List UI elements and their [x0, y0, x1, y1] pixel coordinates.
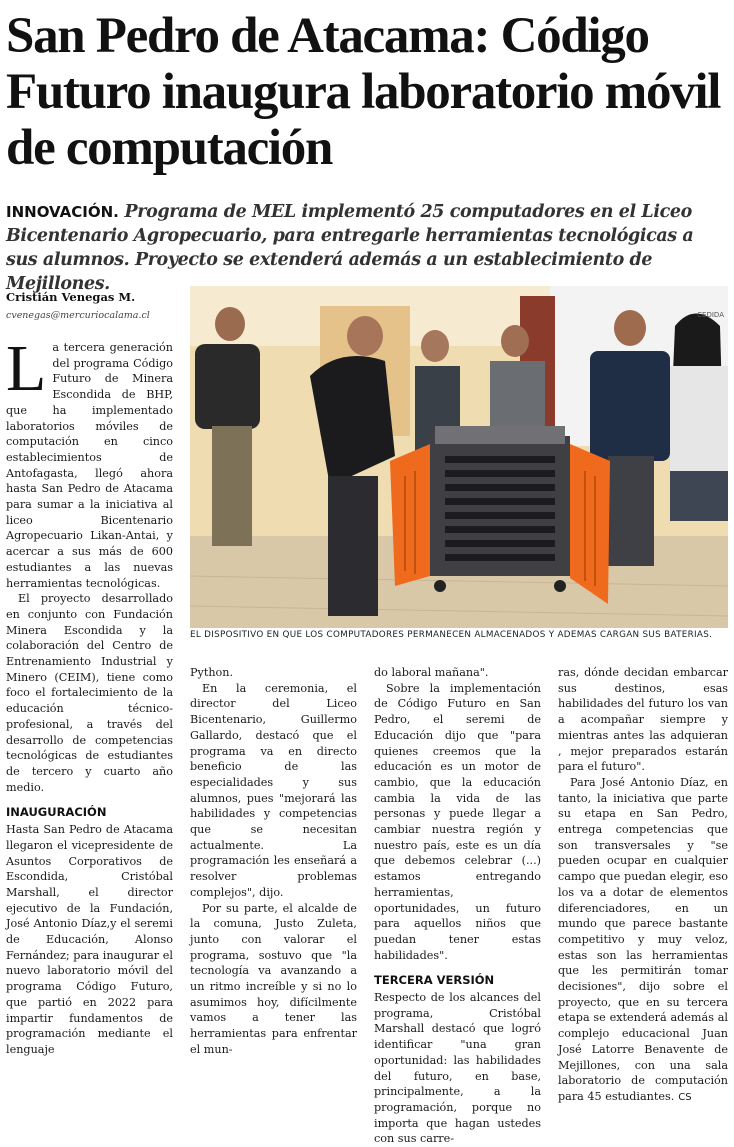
- paragraph-text: a tercera generación del programa Código Futuro de Minera Escondida de BHP, que ha implementado laboratorios móviles de computación en cinco establecimientos de Antofagasta, llegó ahora hasta San Pedro de Atacama para sumar a la iniciativa al liceo Bicentenario Agropecuario Likan-Antai, y acercar a sus más de 600 estudiantes a las nuevas herramientas tecnológicas.: [6, 341, 173, 590]
- paragraph: Python.: [190, 666, 234, 679]
- paragraph: Respecto de los alcances del programa, Cristóbal Marshall destacó que logró identificar "una gran oportunidad: las habilidades del futuro, en base, principalmente, a la programación, porque no importa que hagan ustedes con sus carre-: [374, 991, 541, 1146]
- paragraph: [558, 775, 728, 1106]
- byline: [6, 290, 186, 321]
- column-2: [190, 665, 357, 1058]
- end-mark-icon: CS: [678, 1091, 692, 1103]
- paragraph: ras, dónde decidan embarcar sus destinos, esas habilidades del futuro los van a acompañar siempre y mientras antes las adquieran , mejor preparados estarán para el futuro".: [558, 666, 728, 774]
- section-heading-inauguracion: INAUGURACIÓN: [6, 805, 107, 820]
- photo-credit: CEDIDA: [697, 311, 724, 319]
- column-3: [374, 665, 541, 1147]
- paragraph: El proyecto desarrollado en conjunto con Fundación Minera Escondida y la colaboración del Centro de Entrenamiento Industrial y Minero (CEIM), tiene como foco el fortalecimiento de la educación técnico-profesional, a través del desarrollo de competencias tecnológicas de estudiantes de tercero y cuarto año medio.: [6, 592, 173, 794]
- paragraph: Hasta San Pedro de Atacama llegaron el vicepresidente de Asuntos Corporativos de Escondida, Cristóbal Marshall, el director ejecutivo de la Fundación, José Antonio Díaz,y el seremi de Educación, Alonso Fernández; para inaugurar el nuevo laboratorio móvil del programa Código Futuro, que partió en 2022 para impartir fundamentos de programación mediante el lenguaje: [6, 823, 173, 1056]
- paragraph: En la ceremonia, el director del Liceo Bicentenario, Guillermo Gallardo, destacó que el programa va en directo beneficio de las especialidades y sus alumnos, pues "mejorará las habilidades y competencias que se necesitan actualmente. La programación les enseñará a resolver problemas complejos", dijo.: [190, 681, 357, 899]
- section-heading-tercera-version: TERCERA VERSIÓN: [374, 973, 495, 988]
- article-photo: [190, 286, 728, 628]
- headline: San Pedro de Atacama: Código Futuro inaugura laboratorio móvil de computación: [6, 8, 721, 176]
- column-4: [558, 665, 728, 1106]
- kicker: INNOVACIÓN.: [6, 203, 119, 221]
- photo-illustration: [190, 286, 728, 628]
- paragraph: do laboral mañana".: [374, 666, 489, 679]
- paragraph: Por su parte, el alcalde de la comuna, Justo Zuleta, junto con valorar el programa, sostuvo que "la tecnología va avanzando a un ritmo increíble y si no lo asumimos hoy, difícilmente vamos a tener las herramientas para enfrentar el mun-: [190, 901, 357, 1056]
- paragraph: Sobre la implementación de Código Futuro en San Pedro, el seremi de Educación dijo que "para quienes creemos que la educación es un motor de cambio, que la educación cambia la vida de las personas y puede llegar a cambiar nuestra región y nuestro país, este es un día que debemos celebrar (...) estamos entregando herramientas, oportunidades, un futuro para aquellos niños que puedan tener estas habilidades".: [374, 681, 541, 962]
- first-paragraph: [6, 332, 173, 591]
- photo-caption: EL DISPOSITIVO EN QUE LOS COMPUTADORES PERMANECEN ALMACENADOS Y ADEMÁS CARGAN SUS BATERÍAS.: [190, 630, 713, 640]
- column-1: [6, 332, 173, 1058]
- subheadline-text: Programa de MEL implementó 25 computadores en el Liceo Bicentenario Agropecuario, para entregarle herramientas tecnológicas a sus alumnos. Proyecto se extenderá además a un establecimiento de Mejillones.: [6, 202, 694, 294]
- paragraph-text: Para José Antonio Díaz, en tanto, la iniciativa que parte su etapa en San Pedro, entrega competencias que son transversales y "se pueden ocupar en cualquier campo que puedan elegir, eso los va a dotar de elementos diferenciadores, en un mundo que parece bastante competitivo y muy veloz, estas son las herramientas que les permitirán tomar decisiones", dijo sobre el proyecto, que en su tercera etapa se extenderá además al complejo educacional Juan José Latorre Benavente de Mejillones, con una sala laboratorio de computación para 45 estudiantes.: [558, 775, 728, 1103]
- author-email: cvenegas@mercuriocalama.cl: [6, 310, 150, 321]
- dropcap: L: [6, 332, 47, 405]
- author-name: Cristián Venegas M.: [6, 290, 136, 304]
- subheadline: [6, 200, 728, 296]
